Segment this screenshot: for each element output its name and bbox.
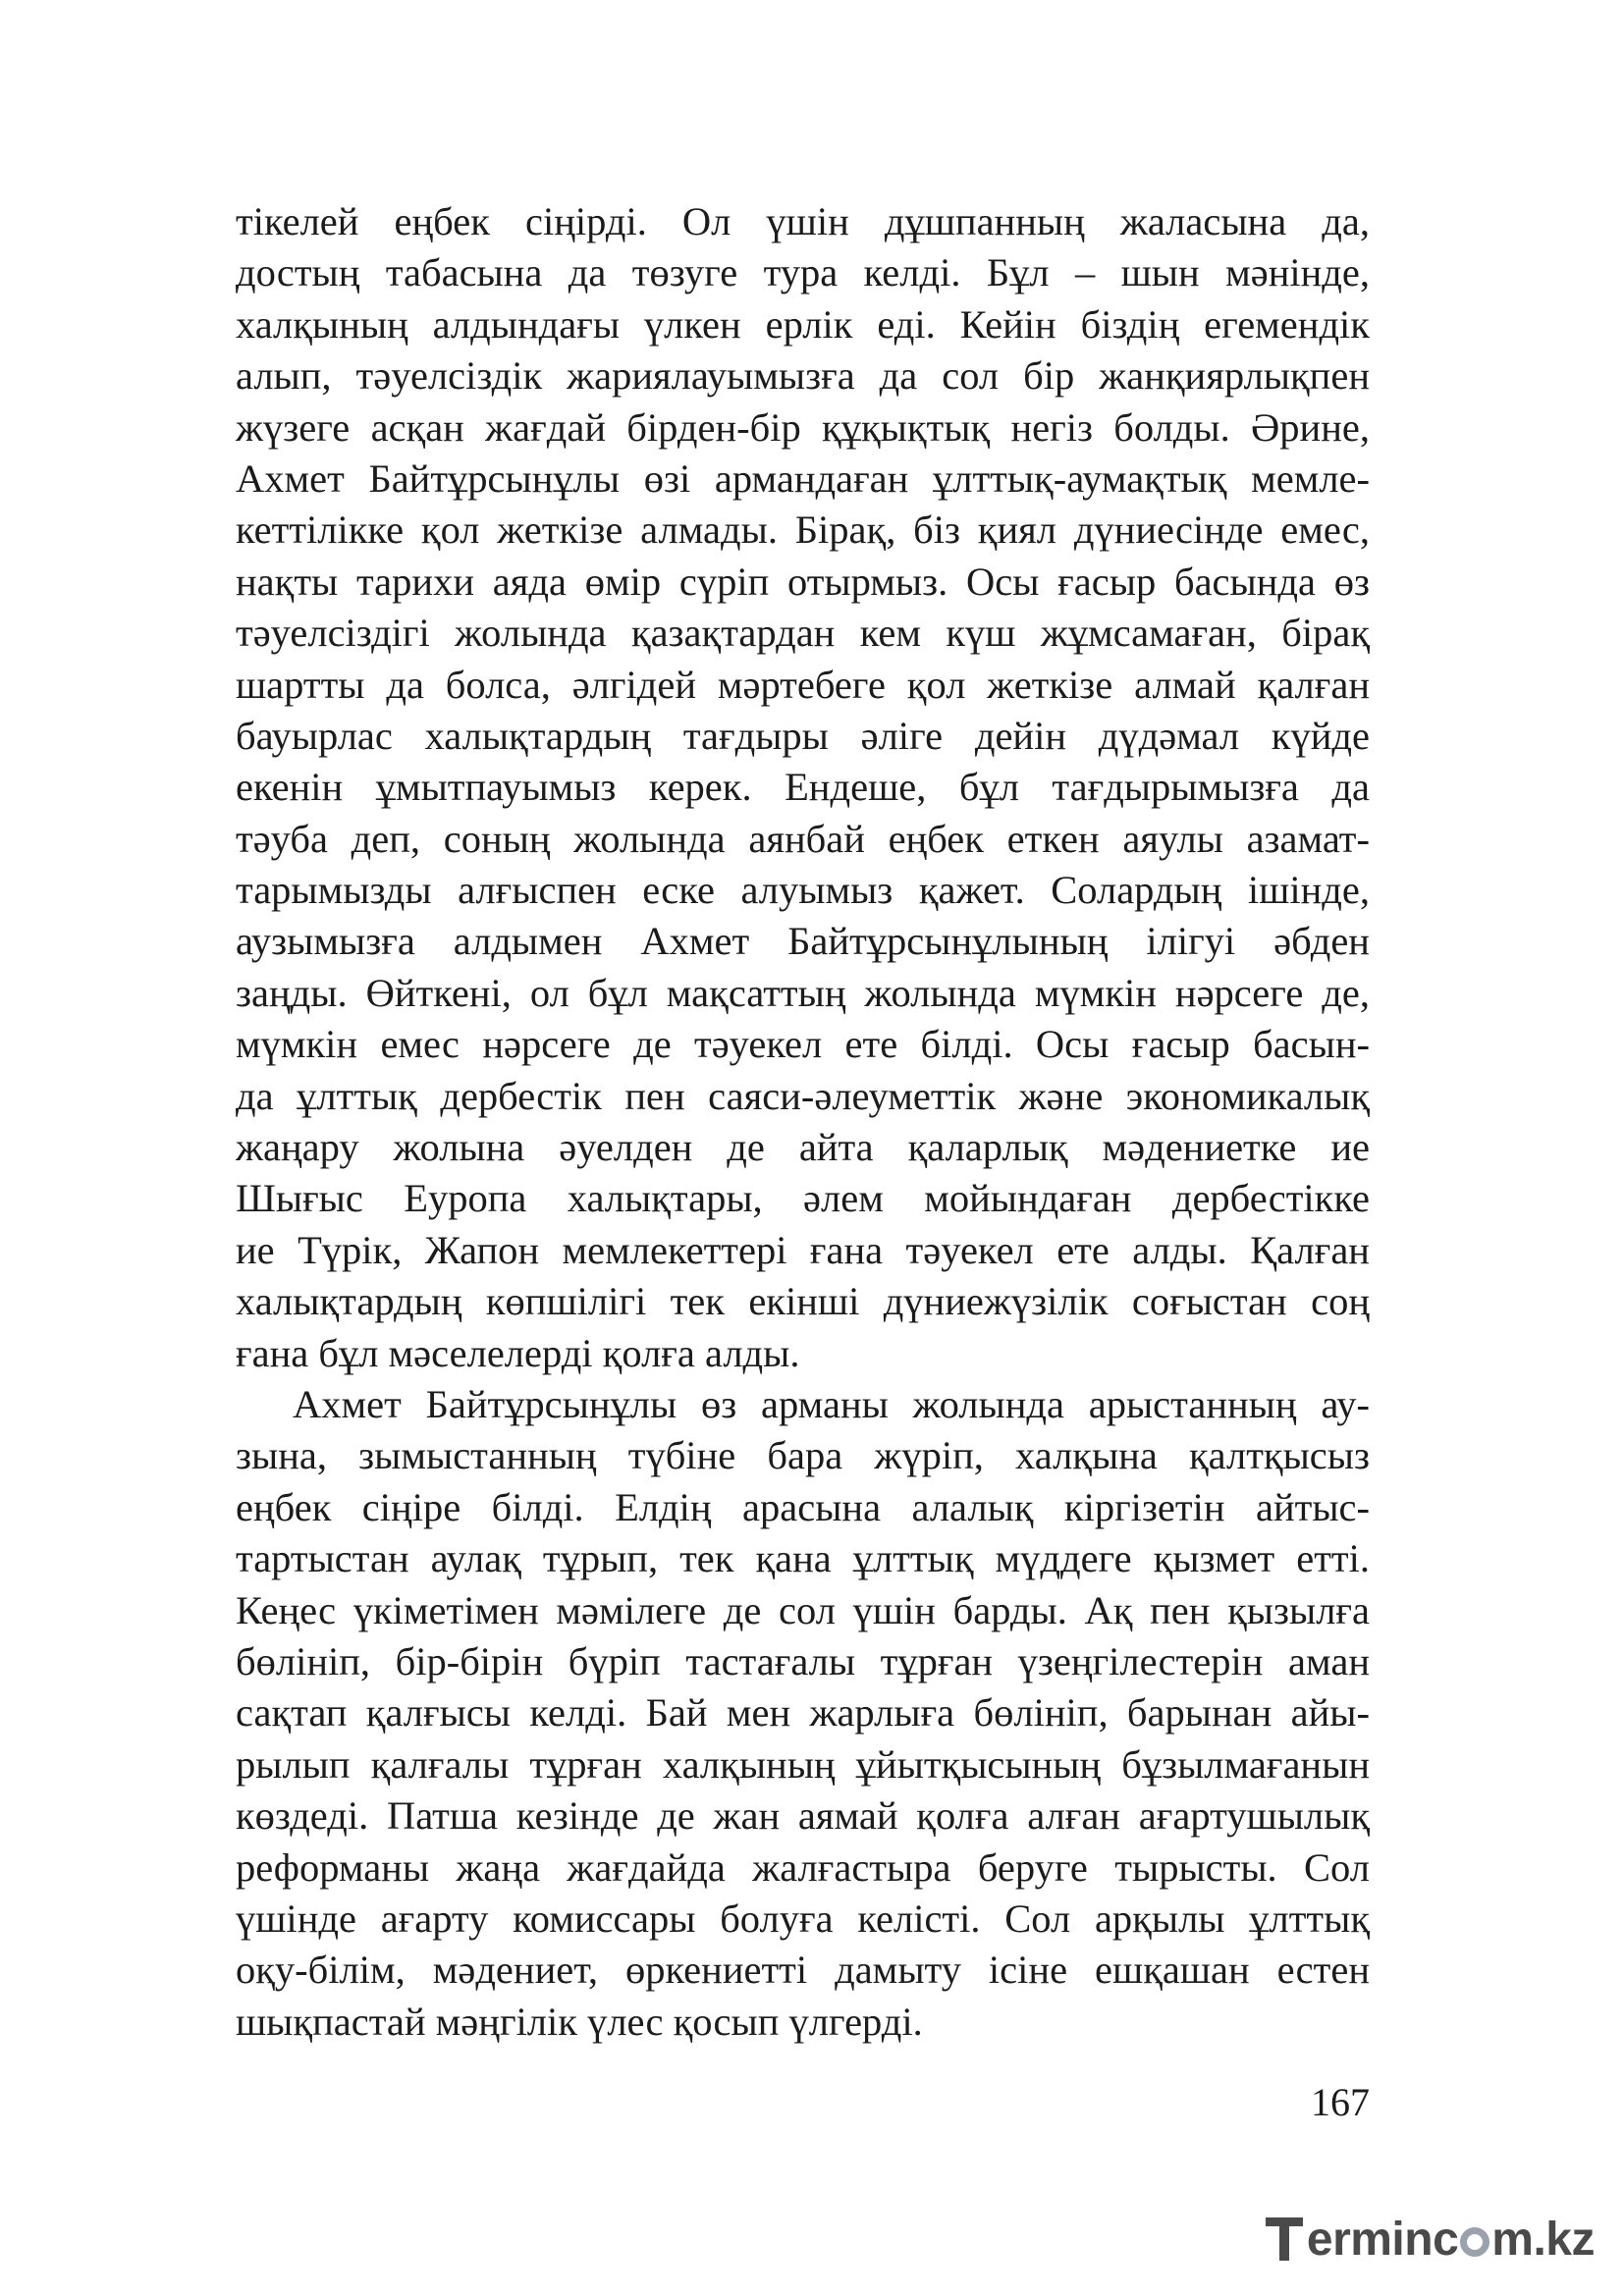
text-line: халықтардың көпшілігі тек екінші дүниежүзілік соғыстан соң [236,1279,1370,1324]
text-line: халқының алдындағы үлкен ерлік еді. Кейін біздің егемендік [236,301,1370,347]
text-line: көздеді. Патша кезінде де жан аямай қолға алған ағартушылық [236,1793,1370,1839]
text-line: тәуба деп, соның жолында аянбай еңбек еткен аяулы азамат- [236,816,1370,861]
text-line: бөлініп, бір-бірін бүріп тастағалы тұрған үзеңгілестерін аман [236,1638,1370,1683]
text-line: достың табасына да төзуге тура келді. Бұл – шын мәнінде, [236,250,1370,295]
text-line: Шығыс Еуропа халықтары, әлем мойындаған дербестікке [236,1176,1370,1221]
watermark-ring-icon [1460,2227,1489,2257]
text-line: мүмкін емес нәрсеге де тәуекел ете білді. Осы ғасыр басын- [236,1022,1370,1067]
text-line: үшінде ағарту комиссары болуға келісті. Сол арқылы ұлттық [236,1896,1370,1941]
text-line: сақтап қалғысы келді. Бай мен жарлыға бөлініп, барынан айы- [236,1690,1370,1735]
text-line: аузымызға алдымен Ахмет Байтұрсынұлының ілігуі әбден [236,919,1370,964]
text-line: ие Түрік, Жапон мемлекеттері ғана тәуекел ете алды. Қалған [236,1227,1370,1272]
body-text [236,196,1370,2048]
text-line: жүзеге асқан жағдай бірден-бір құқықтық негіз болды. Әрине, [236,404,1370,450]
text-line: тартыстан аулақ тұрып, тек қана ұлттық мүддеге қызмет етті. [236,1536,1370,1581]
text-line: жаңару жолына әуелден де айта қаларлық мәдениетке ие [236,1125,1370,1170]
text-line: ғана бұл мәселелерді қолға алды. [236,1330,800,1375]
text-line: нақты тарихи аяда өмір сүріп отырмыз. Осы ғасыр басында өз [236,559,1370,604]
text-line: тікелей еңбек сіңірді. Ол үшін дұшпанның жаласына да, [236,199,1370,243]
text-line: Ахмет Байтұрсынұлы өз арманы жолында арыстанның ау- [293,1381,1370,1426]
text-line: тәуелсіздігі жолында қазақтардан кем күш жұмсамаған, бірақ [236,611,1370,656]
termincom-watermark [1266,2210,1595,2269]
termincom-logo-icon [1266,2216,1305,2263]
text-line: бауырлас халықтардың тағдыры әліге дейін дүдәмал күйде [236,713,1370,758]
text-line: зына, зымыстанның түбіне бара жүріп, халқына қалтқысыз [236,1433,1370,1478]
text-line: кеттілікке қол жеткізе алмады. Бірақ, біз қиял дүниесінде емес, [236,507,1370,553]
text-line: заңды. Өйткені, ол бұл мақсаттың жолында мүмкін нәрсеге де, [236,970,1370,1015]
watermark-text-part1: erminc [1306,2213,1459,2266]
watermark-text-part2: m.kz [1491,2213,1595,2266]
text-line: екенін ұмытпауымыз керек. Ендеше, бұл тағдырымызға да [236,765,1370,810]
text-line: тарымызды алғыспен еске алуымыз қажет. Солардың ішінде, [236,868,1370,913]
text-line: шықпастай мәңгілік үлес қосып үлгерді. [236,1999,923,2044]
text-line: еңбек сіңіре білді. Елдің арасына алалық кіргізетін айтыс- [236,1484,1370,1529]
text-line: шартты да болса, әлгідей мәртебеге қол жеткізе алмай қалған [236,662,1370,707]
page-number: 167 [1311,2080,1370,2124]
text-line: да ұлттық дербестік пен саяси-әлеуметтік және экономикалық [236,1073,1370,1118]
text-line: Кеңес үкіметімен мәмілеге де сол үшін барды. Ақ пен қызылға [236,1587,1370,1632]
text-line: рылып қалғалы тұрған халқының ұйытқысының бұзылмағанын [236,1741,1370,1787]
text-line: реформаны жаңа жағдайда жалғастыра беруге тырысты. Сол [236,1844,1370,1890]
text-line: алып, тәуелсіздік жариялауымызға да сол бір жанқиярлықпен [236,353,1370,399]
text-line: Ахмет Байтұрсынұлы өзі армандаған ұлттық-аумақтық мемле- [236,455,1370,501]
text-line: оқу-білім, мәдениет, өркениетті дамыту ісіне ешқашан естен [236,1948,1370,1993]
